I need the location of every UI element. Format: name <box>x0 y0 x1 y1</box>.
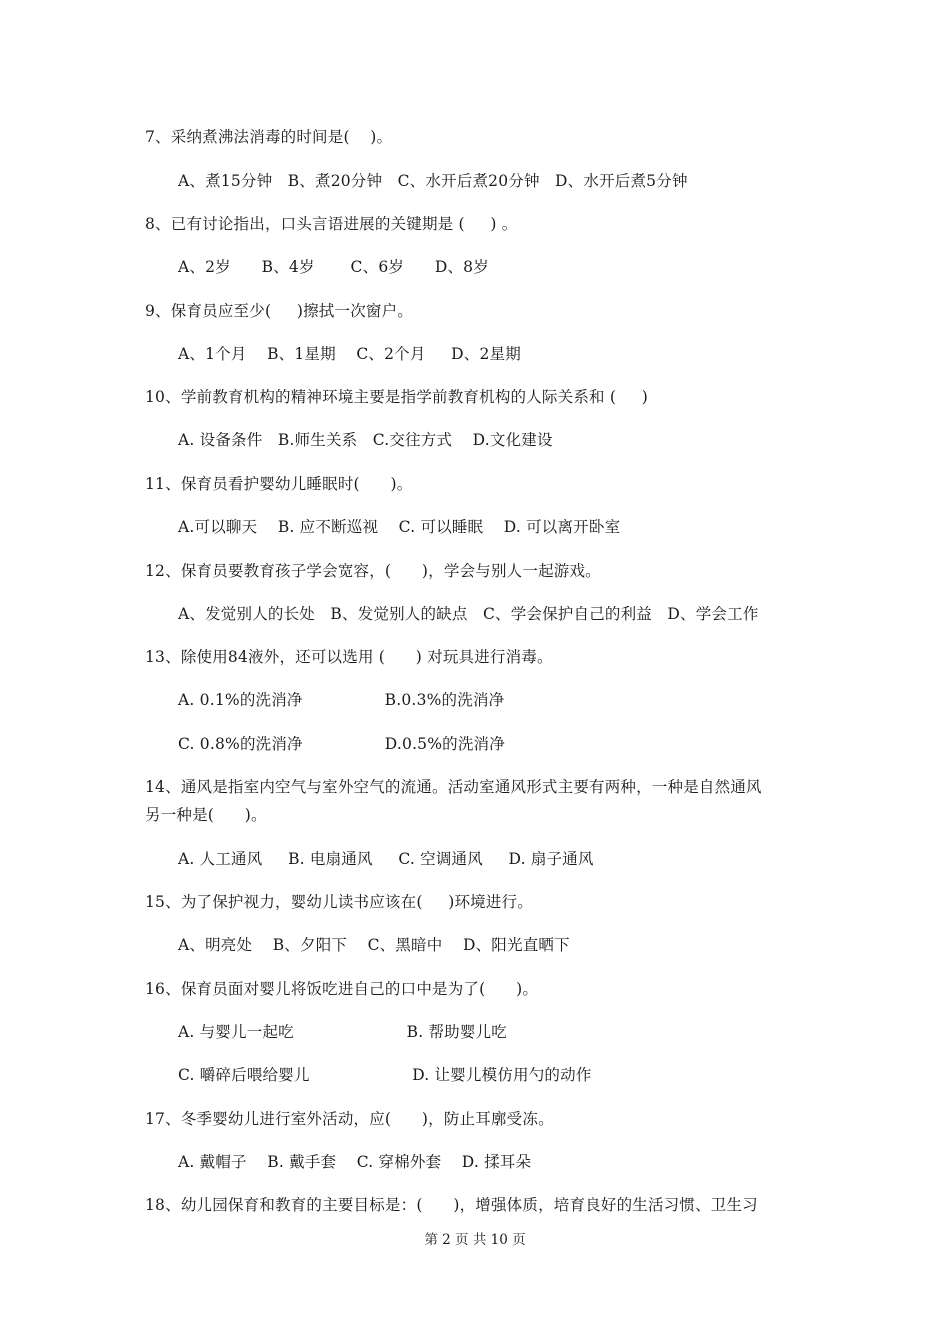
question-7-options: A、煮15分钟 B、煮20分钟 C、水开后煮20分钟 D、水开后煮5分钟 <box>178 172 688 190</box>
question-15-options: A、明亮处 B、夕阳下 C、黑暗中 D、阳光直晒下 <box>178 936 570 954</box>
question-10-options: A. 设备条件 B.师生关系 C.交往方式 D.文化建设 <box>178 431 553 449</box>
question-9-options: A、1个月 B、1星期 C、2个月 D、2星期 <box>178 345 521 363</box>
question-8-options: A、2岁 B、4岁 C、6岁 D、8岁 <box>178 258 489 276</box>
question-15: 15、为了保护视力，婴幼儿读书应该在( )环境进行。 <box>145 893 533 911</box>
question-13-options-row-1: A. 0.1%的洗消净 B.0.3%的洗消净 <box>178 691 505 709</box>
question-13-options-row-2: C. 0.8%的洗消净 D.0.5%的洗消净 <box>178 735 505 753</box>
question-10: 10、学前教育机构的精神环境主要是指学前教育机构的人际关系和 ( ) <box>145 388 648 406</box>
question-12: 12、保育员要教育孩子学会宽容，( )，学会与别人一起游戏。 <box>145 562 601 580</box>
page-number-footer: 第 2 页 共 10 页 <box>424 1232 526 1248</box>
question-14-options: A. 人工通风 B. 电扇通风 C. 空调通风 D. 扇子通风 <box>178 850 594 868</box>
question-16-options-row-2: C. 嚼碎后喂给婴儿 D. 让婴儿模仿用勺的动作 <box>178 1066 592 1084</box>
question-11: 11、保育员看护婴幼儿睡眠时( )。 <box>145 475 413 493</box>
question-8: 8、已有讨论指出，口头言语进展的关键期是 ( ) 。 <box>145 215 518 233</box>
question-14-line-2: 另一种是( )。 <box>145 806 267 824</box>
question-18: 18、幼儿园保育和教育的主要目标是：( )，增强体质，培育良好的生活习惯、卫生习 <box>145 1196 758 1214</box>
question-12-options: A、发觉别人的长处 B、发觉别人的缺点 C、学会保护自己的利益 D、学会工作 <box>178 605 759 623</box>
question-16: 16、保育员面对婴儿将饭吃进自己的口中是为了( )。 <box>145 980 539 998</box>
question-11-options: A.可以聊天 B. 应不断巡视 C. 可以睡眠 D. 可以离开卧室 <box>178 518 621 536</box>
question-7: 7、采纳煮沸法消毒的时间是( )。 <box>145 128 393 146</box>
question-14: 14、通风是指室内空气与室外空气的流通。活动室通风形式主要有两种，一种是自然通风 <box>145 778 762 796</box>
question-16-options-row-1: A. 与婴儿一起吃 B. 帮助婴儿吃 <box>178 1023 507 1041</box>
question-9: 9、保育员应至少( )擦拭一次窗户。 <box>145 302 413 320</box>
question-17: 17、冬季婴幼儿进行室外活动，应( )，防止耳廓受冻。 <box>145 1110 554 1128</box>
question-17-options: A. 戴帽子 B. 戴手套 C. 穿棉外套 D. 揉耳朵 <box>178 1153 532 1171</box>
question-13: 13、除使用84液外，还可以选用 ( ) 对玩具进行消毒。 <box>145 648 553 666</box>
